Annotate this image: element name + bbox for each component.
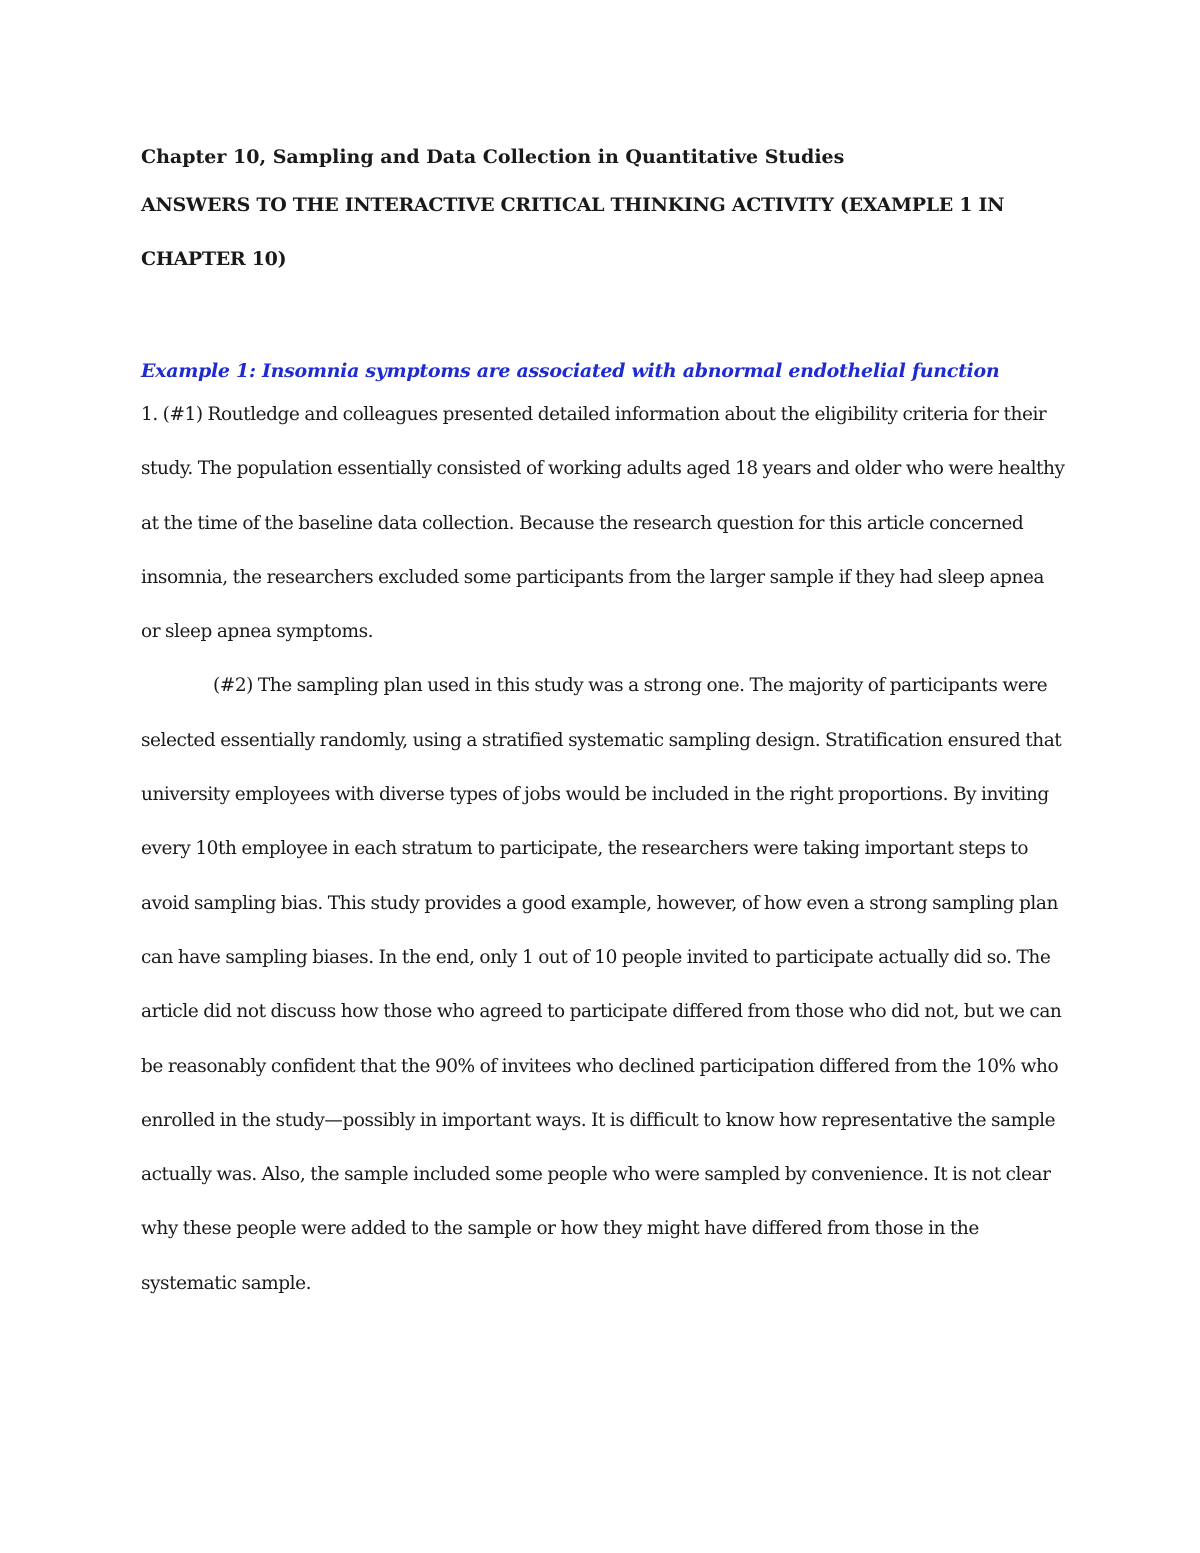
document-body [141, 140, 1066, 1311]
answers-heading: ANSWERS TO THE INTERACTIVE CRITICAL THINKING ACTIVITY (EXAMPLE 1 IN CHAPTER 10) [141, 194, 1005, 270]
answer-paragraph-1: 1. (#1) Routledge and colleagues presented detailed information about the eligibility criteria for their study. The population essentially consisted of working adults aged 18 years and older who were healthy at the time of the baseline data collection. Because the research question for this article concerned insomnia, the researchers excluded some participants from the larger sample if they had sleep apnea or sleep apnea symptoms. [141, 404, 1065, 643]
chapter-title: Chapter 10, Sampling and Data Collection in Quantitative Studies [141, 146, 845, 168]
answer-paragraph-2: (#2) The sampling plan used in this study was a strong one. The majority of participants were selected essentially randomly, using a stratified systematic sampling design. Stratification ensured that university employees with diverse types of jobs would be included in the right proportions. By inviting every 10th employee in each stratum to participate, the researchers were taking important steps to avoid sampling bias. This study provides a good example, however, of how even a strong sampling plan can have sampling biases. In the end, only 1 out of 10 people invited to participate actually did so. The article did not discuss how those who agreed to participate differed from those who did not, but we can be reasonably confident that the 90% of invitees who declined participation differed from the 10% who enrolled in the study—possibly in important ways. It is difficult to know how representative the sample actually was. Also, the sample included some people who were sampled by convenience. It is not clear why these people were added to the sample or how they might have differed from those in the systematic sample. [141, 675, 1062, 1294]
example-heading: Example 1: Insomnia symptoms are associated with abnormal endothelial function [141, 360, 1000, 382]
